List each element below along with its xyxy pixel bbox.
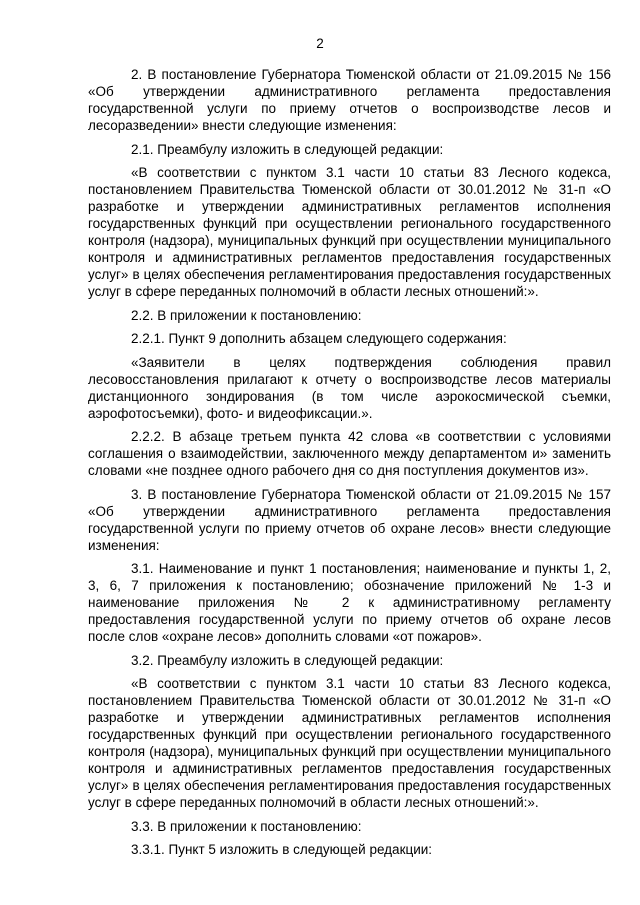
paragraph-3-1: 3.1. Наименование и пункт 1 постановления; наименование и пункты 1, 2, 3, 6, 7 приложения к постановлению; обозначение приложений № 1-3 и наименование приложения № 2 к административному регламенту предоставления государственной услуги по приему отчетов об охране лесов после слов «охране лесов» дополнить словами «от пожаров». — [88, 561, 611, 644]
document-body — [88, 66, 611, 865]
paragraph-2-2-1: 2.2.1. Пункт 9 дополнить абзацем следующего содержания: — [131, 331, 507, 346]
paragraph-2-2-1-text: «Заявители в целях подтверждения соблюдения правил лесовосстановления прилагают к отчету о воспроизводстве лесов материалы дистанционного зондирования (в том числе аэрокосмической съемки, аэрофотосъемки), фото- и видеофиксации.». — [88, 354, 611, 421]
paragraph-2-2: 2.2. В приложении к постановлению: — [131, 307, 362, 323]
paragraph-2-1-preamble: «В соответствии с пунктом 3.1 части 10 статьи 83 Лесного кодекса, постановлением Правительства Тюменской области от 30.01.2012 № 31-п «О разработке и утверждении административных регламентов исполнения государственных функций при осуществлении регионального государственного контроля (надзора), муниципальных функций при осуществлении муниципального контроля и административных регламентов предоставления государственных услуг» в целях обеспечения регламентирования предоставления государственных услуг в сфере переданных полномочий в области лесных отношений:». — [88, 165, 611, 299]
paragraph-3: 3. В постановление Губернатора Тюменской области от 21.09.2015 № 157 «Об утверждении административного регламента предоставления государственной услуги по приему отчетов об охране лесов» внести следующие изменения: — [88, 486, 611, 553]
page-number: 2 — [316, 36, 324, 51]
paragraph-2-1: 2.1. Преамбулу изложить в следующей редакции: — [131, 141, 444, 157]
paragraph-3-3-1: 3.3.1. Пункт 5 изложить в следующей редакции: — [131, 842, 433, 857]
paragraph-3-2-preamble: «В соответствии с пунктом 3.1 части 10 статьи 83 Лесного кодекса, постановлением Правительства Тюменской области от 30.01.2012 № 31-п «О разработке и утверждении административных регламентов исполнения государственных функций при осуществлении регионального государственного контроля (надзора), муниципальных функций при осуществлении муниципального контроля и административных регламентов предоставления государственных услуг» в целях обеспечения регламентирования предоставления государственных услуг в сфере переданных полномочий в области лесных отношений:». — [88, 676, 611, 810]
paragraph-2: 2. В постановление Губернатора Тюменской области от 21.09.2015 № 156 «Об утверждении административного регламента предоставления государственной услуги по приему отчетов о воспроизводстве лесов и лесоразведении» внести следующие изменения: — [88, 67, 611, 133]
paragraph-2-2-2: 2.2.2. В абзаце третьем пункта 42 слова «в соответствии с условиями соглашения о взаимодействии, заключенного между департаментом и» заменить словами «не позднее одного рабочего дня со дня поступления документов из». — [88, 429, 611, 478]
paragraph-3-3: 3.3. В приложении к постановлению: — [131, 818, 362, 834]
paragraph-3-2: 3.2. Преамбулу изложить в следующей редакции: — [131, 652, 444, 668]
